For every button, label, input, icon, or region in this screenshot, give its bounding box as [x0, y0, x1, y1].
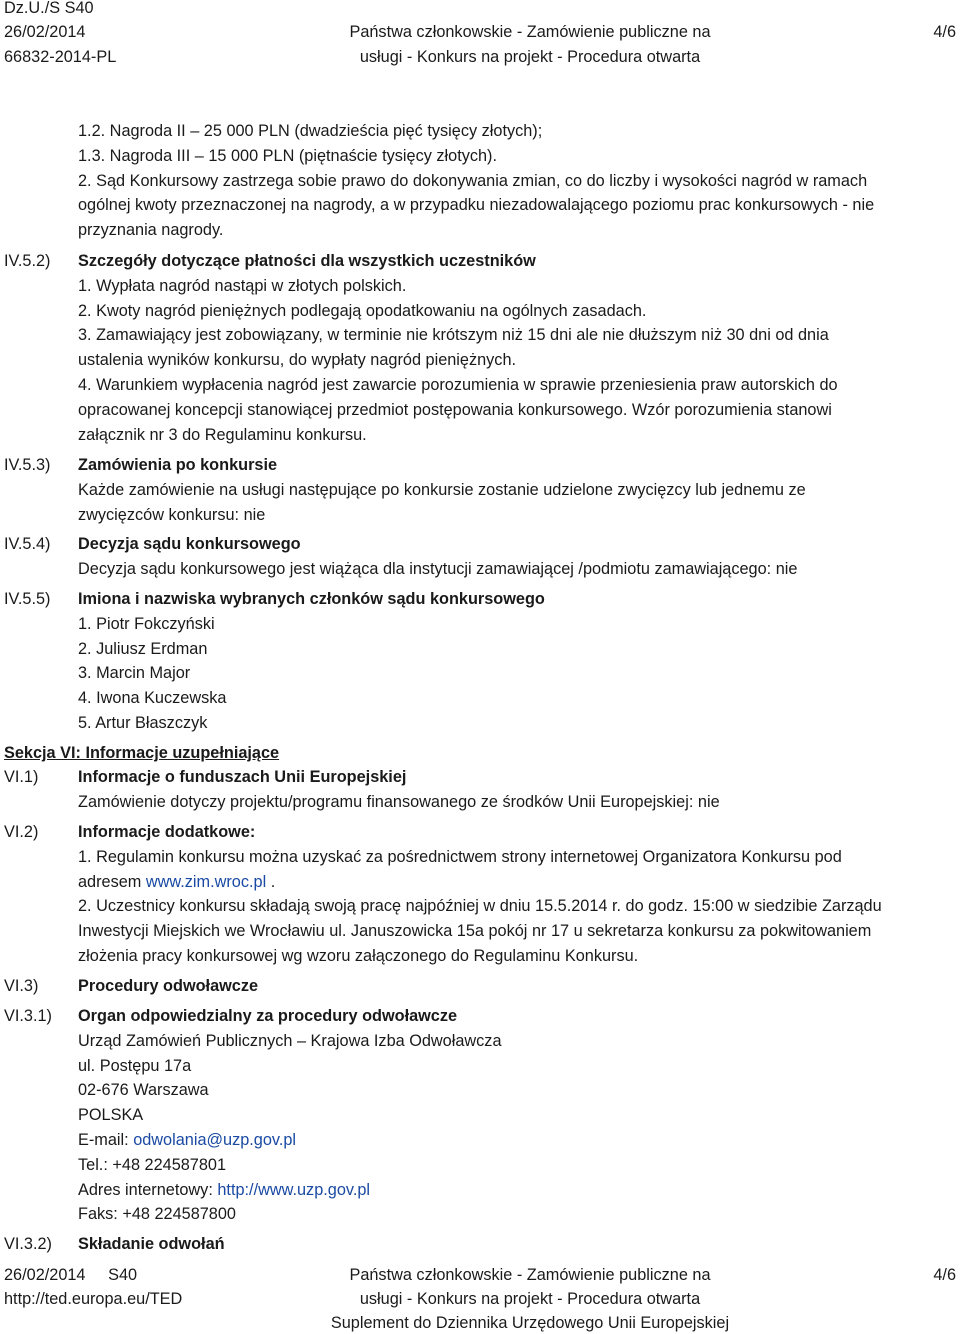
section-iv52: [78, 249, 958, 447]
section-vi31: [78, 1004, 958, 1227]
address-line: 02-676 Warszawa: [78, 1081, 209, 1100]
section-heading: Imiona i nazwiska wybranych członków sądu konkursowego: [78, 590, 545, 608]
text-line: 2. Kwoty nagród pieniężnych podlegają opodatkowaniu na ogólnych zasadach.: [78, 301, 647, 320]
text-line: [78, 870, 958, 895]
section-label-iv53: IV.5.3): [4, 456, 51, 474]
section-label-iv55: IV.5.5): [4, 590, 51, 608]
section-label-vi3: VI.3): [4, 977, 39, 995]
fax-line: Faks: +48 224587800: [78, 1205, 236, 1224]
text-line: złożenia pracy konkursowej wg wzoru załączonego do Regulaminu Konkursu.: [78, 946, 639, 965]
address-line: Urząd Zamówień Publicznych – Krajowa Izba Odwoławcza: [78, 1031, 502, 1050]
list-item: 2. Sąd Konkursowy zastrzega sobie prawo do dokonywania zmian, co do liczby i wysokości nagród w ramach: [78, 171, 868, 190]
text-line: 1. Wypłata nagród nastąpi w złotych polskich.: [78, 276, 407, 295]
email-line: [78, 1128, 958, 1153]
section-heading: Informacje o funduszach Unii Europejskiej: [78, 768, 407, 786]
text-line: 2. Uczestnicy konkursu składają swoją pracę najpóźniej w dniu 15.5.2014 r. do godz. 15:00 w siedzibie Zarządu: [78, 897, 882, 916]
section-heading: Zamówienia po konkursie: [78, 456, 278, 474]
section-heading: Organ odpowiedzialny za procedury odwoławcze: [78, 1007, 458, 1025]
footer-title-line2: usługi - Konkurs na projekt - Procedura otwarta: [359, 1290, 701, 1308]
section-label-iv54: IV.5.4): [4, 535, 51, 553]
header-page-number: 4/6: [933, 23, 956, 41]
header-title-line2: usługi - Konkurs na projekt - Procedura otwarta: [359, 48, 701, 66]
section-iv53: [78, 453, 958, 527]
footer-page-number: 4/6: [933, 1266, 956, 1284]
text-line: zwycięzców konkursu: nie: [78, 505, 266, 524]
section-heading: Informacje dodatkowe:: [78, 823, 256, 841]
text-line: opracowanej koncepcji stanowiącej przedmiot postępowania konkursowego. Wzór porozumienia stanowi: [78, 400, 832, 419]
text-line: ustalenia wyników konkursu, do wypłaty nagród pieniężnych.: [78, 351, 517, 370]
footer-title-line1: Państwa członkowskie - Zamówienie publiczne na: [349, 1266, 711, 1284]
text-line: Decyzja sądu konkursowego jest wiążąca dla instytucji zamawiającej /podmiotu zamawiającego: nie: [78, 559, 798, 578]
section-label-vi2: VI.2): [4, 823, 39, 841]
section-vi3: [78, 974, 958, 999]
section-vi32: [78, 1232, 958, 1257]
list-item: 1.3. Nagroda III – 15 000 PLN (piętnaście tysięcy złotych).: [78, 146, 498, 165]
section-vi2: [78, 820, 958, 969]
email-link[interactable]: odwolania@uzp.gov.pl: [133, 1130, 297, 1149]
section-heading: Składanie odwołań: [78, 1235, 225, 1253]
jury-member: 5. Artur Błaszczyk: [78, 713, 208, 732]
jury-member: 4. Iwona Kuczewska: [78, 689, 227, 708]
list-item: 1.2. Nagroda II – 25 000 PLN (dwadzieścia pięć tysięcy złotych);: [78, 122, 543, 140]
organizer-website-link[interactable]: www.zim.wroc.pl: [145, 872, 267, 891]
section-label-iv52: IV.5.2): [4, 252, 51, 270]
footer-ted-url: http://ted.europa.eu/TED: [4, 1290, 183, 1308]
section-heading: Procedury odwoławcze: [78, 977, 259, 995]
web-line: [78, 1178, 958, 1203]
section-vi1: [78, 765, 958, 815]
section-heading: Szczegóły dotyczące płatności dla wszystkich uczestników: [78, 252, 536, 270]
header-title-line1: Państwa członkowskie - Zamówienie publiczne na: [349, 23, 711, 41]
header-date: 26/02/2014: [4, 23, 86, 41]
jury-member: 3. Marcin Major: [78, 664, 191, 683]
footer-supplement: Suplement do Dziennika Urzędowego Unii Europejskiej: [330, 1314, 730, 1332]
address-line: ul. Postępu 17a: [78, 1056, 192, 1075]
text-line: 1. Regulamin konkursu można uzyskać za pośrednictwem strony internetowej Organizatora Konkursu pod: [78, 847, 842, 866]
text-line: Każde zamówienie na usługi następujące po konkursie zostanie udzielone zwycięzcy lub jednemu ze: [78, 480, 806, 499]
text-line: Zamówienie dotyczy projektu/programu finansowanego ze środków Unii Europejskiej: nie: [78, 792, 720, 811]
text-span: E-mail:: [78, 1130, 134, 1149]
text-line: Inwestycji Miejskich we Wrocławiu ul. Januszowicka 15a pokój nr 17 u sekretarza konkursu za pokwitowaniem: [78, 922, 872, 941]
address-line: POLSKA: [78, 1106, 144, 1125]
list-item: przyznania nagrody.: [78, 221, 224, 240]
section-heading: Decyzja sądu konkursowego: [78, 535, 301, 553]
text-span: Adres internetowy:: [78, 1180, 218, 1199]
section-label-vi32: VI.3.2): [4, 1235, 52, 1253]
section-iv54: [78, 532, 958, 582]
list-item: ogólnej kwoty przeznaczonej na nagrody, a w przypadku niezadowalającego poziomu prac konkursowych - nie: [78, 196, 875, 215]
jury-member: 2. Juliusz Erdman: [78, 639, 208, 658]
header-notice-number: 66832-2014-PL: [4, 48, 117, 66]
section-vi-title: Sekcja VI: Informacje uzupełniające: [4, 744, 280, 762]
text-line: 4. Warunkiem wypłacenia nagród jest zawarcie porozumienia w sprawie przeniesienia praw autorskich do: [78, 375, 838, 394]
phone-line: Tel.: +48 224587801: [78, 1155, 227, 1174]
text-line: załącznik nr 3 do Regulaminu konkursu.: [78, 425, 367, 444]
header-journal-ref: Dz.U./S S40: [4, 0, 94, 17]
website-link[interactable]: http://www.uzp.gov.pl: [217, 1180, 371, 1199]
footer-date-series: 26/02/2014 S40: [4, 1266, 138, 1284]
text-span: .: [266, 872, 276, 891]
prize-list-continuation: [78, 119, 958, 243]
section-iv55: [78, 587, 958, 736]
section-label-vi1: VI.1): [4, 768, 39, 786]
jury-member: 1. Piotr Fokczyński: [78, 614, 215, 633]
text-span: adresem: [78, 872, 146, 891]
section-label-vi31: VI.3.1): [4, 1007, 52, 1025]
text-line: 3. Zamawiający jest zobowiązany, w terminie nie krótszym niż 15 dni ale nie dłuższym niż 30 dni od dnia: [78, 326, 829, 345]
